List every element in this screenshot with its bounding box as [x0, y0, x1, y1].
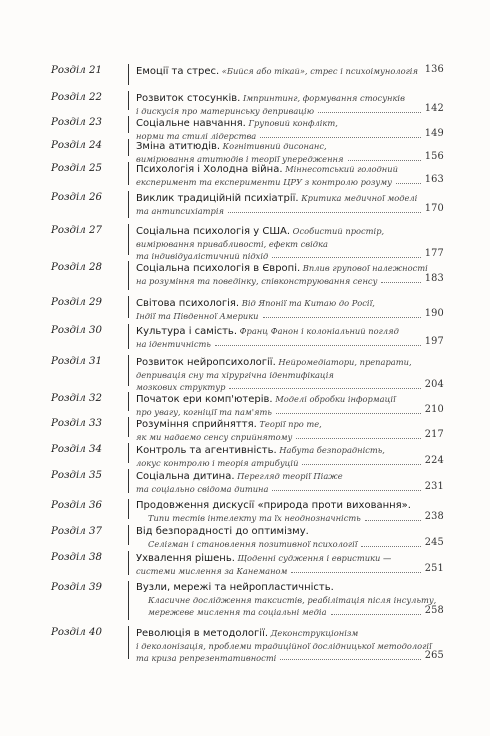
entry-title: Соціальна психологія в Європі.	[136, 263, 301, 274]
chapter-label: Розділ 40	[51, 627, 102, 638]
entry-title: Вузли, мережі та нейропластичність.	[136, 582, 334, 593]
page-number: 204	[424, 379, 444, 391]
chapter-label: Розділ 22	[51, 92, 102, 103]
divider-line	[128, 116, 129, 133]
divider-line	[128, 392, 129, 411]
entry-subtitle: норми та стилі лідерства	[136, 131, 257, 142]
entry-subtitle: як ми надаємо сенсу сприйнятому	[136, 432, 293, 443]
entry-title: Культура і самість.	[136, 326, 238, 337]
entry-subtitle: Груповий конфлікт,	[245, 118, 338, 128]
entry-body	[136, 297, 386, 322]
entry-subtitle: Особистий простір,	[290, 226, 385, 236]
page-number: 156	[424, 151, 444, 163]
entry-body	[136, 163, 398, 188]
entry-subtitle: Щоденні судження і евристики —	[234, 553, 392, 563]
divider-line	[128, 355, 129, 386]
entry-body	[136, 65, 418, 78]
leader-dots	[331, 614, 421, 615]
entry-line	[136, 117, 386, 130]
entry-subtitle: депривація сну та хірургічна ідентифікація	[136, 370, 334, 381]
entry-subtitle: локус контролю і теорія атрибуцій	[136, 458, 299, 469]
divider-line	[128, 91, 129, 110]
entry-subtitle: Когнітивний дисонанс,	[220, 141, 327, 151]
leader-dots	[260, 137, 420, 138]
entry-title: Початок ери комп'ютерів.	[136, 394, 273, 405]
entry-body	[136, 500, 411, 524]
divider-line	[128, 499, 129, 519]
page-number: 224	[424, 455, 444, 467]
page-number: 197	[424, 336, 444, 348]
chapter-label: Розділ 38	[51, 552, 102, 563]
entry-line	[136, 356, 412, 369]
entry-body	[136, 140, 386, 165]
chapter-label: Розділ 21	[51, 65, 102, 76]
entry-subtitle: Класичне дослідження таксистів, реабілітація після інсульту,	[148, 595, 437, 606]
chapter-label: Розділ 30	[51, 325, 102, 336]
divider-line	[128, 417, 129, 437]
entry-title: Зміна атитюдів.	[136, 141, 221, 152]
leader-dots	[296, 438, 420, 439]
divider-line	[128, 224, 129, 255]
chapter-label: Розділ 36	[51, 500, 102, 511]
entry-subtitle: на ідентичність	[136, 339, 211, 350]
entry-title: Виклик традиційній психіатрії.	[136, 193, 299, 204]
entry-body	[136, 526, 386, 550]
entry-body	[136, 393, 396, 418]
entry-subtitle: мережеве мислення та соціальні медіа	[148, 607, 327, 618]
entry-subtitle: і дискусія про материнську депривацію	[136, 106, 315, 117]
entry-line	[136, 582, 386, 594]
entry-subtitle: Індії та Південної Америки	[136, 311, 259, 322]
chapter-label: Розділ 29	[51, 297, 102, 308]
page-number: 177	[424, 248, 444, 260]
divider-line	[128, 296, 129, 318]
entry-title: Революція в методології.	[136, 628, 269, 639]
page-number: 190	[424, 308, 444, 320]
entry-subtitle: Імпринтинг, формування стосунків	[240, 93, 405, 103]
entry-subtitle: Селігман і становлення позитивної психології	[148, 539, 358, 550]
entry-subtitle: вимірювання атитюдів і теорії упередження	[136, 154, 344, 165]
chapter-label: Розділ 28	[51, 262, 102, 273]
leader-dots	[291, 572, 420, 573]
entry-subtitle: Критика медичної моделі	[298, 193, 418, 203]
entry-title: Продовження дискусії «природа проти виховання».	[136, 500, 411, 511]
page-number: 183	[424, 273, 444, 285]
entry-subtitle: і деколонізація, проблеми традиційної дослідницької методології	[136, 641, 432, 652]
entry-subtitle: Деконструкціонізм	[268, 628, 359, 638]
entry-line	[136, 500, 411, 512]
entry-title: Соціальна дитина.	[136, 471, 235, 482]
page-number: 210	[424, 404, 444, 416]
entry-line	[136, 262, 428, 275]
page-number: 231	[424, 481, 444, 493]
divider-line	[128, 581, 129, 620]
page-number: 238	[424, 511, 444, 523]
entry-title: Розвиток стосунків.	[136, 93, 241, 104]
entry-body	[136, 92, 405, 117]
leader-dots	[228, 212, 421, 213]
entry-title: Соціальна психологія у США.	[136, 226, 291, 237]
divider-line	[128, 469, 129, 493]
entry-title: Світова психологія.	[136, 298, 240, 309]
entry-title: Контроль та агентивність.	[136, 445, 277, 456]
leader-dots	[396, 183, 421, 184]
entry-subtitle: та криза репрезентативності	[136, 653, 277, 664]
entry-title: Психологія і Холодна війна.	[136, 164, 283, 175]
page-number: 217	[424, 429, 444, 441]
entry-subtitle: на розуміння та поведінку, співконструювання сенсу	[136, 276, 378, 287]
entry-line	[136, 225, 386, 238]
entry-subtitle: та соціально свідома дитина	[136, 484, 269, 495]
chapter-label: Розділ 39	[51, 582, 102, 593]
chapter-label: Розділ 33	[51, 418, 102, 429]
entry-subtitle: системи мислення за Канеманом	[136, 566, 288, 577]
entry-line	[136, 627, 386, 640]
entry-body	[136, 192, 418, 217]
page-number: 136	[424, 64, 444, 75]
entry-line	[136, 418, 386, 431]
entry-subtitle: та індивідуалістичний підхід	[136, 251, 269, 262]
entry-line	[136, 393, 396, 406]
entry-subtitle: Перегляд теорії Піаже	[234, 471, 343, 481]
entry-body	[136, 444, 386, 469]
entry-subtitle: про увагу, когніції та пам'ять	[136, 407, 272, 418]
entry-title: Від безпорадності до оптимізму.	[136, 526, 309, 537]
entry-subtitle: Нейромедіатори, препарати,	[275, 357, 412, 367]
chapter-label: Розділ 34	[51, 444, 102, 455]
chapter-label: Розділ 25	[51, 163, 102, 174]
entry-line	[136, 526, 386, 538]
leader-dots	[272, 257, 420, 258]
entry-body	[136, 325, 399, 350]
page-number: 251	[424, 563, 444, 575]
entry-line	[136, 444, 386, 457]
entry-subtitle: Моделі обробки інформації	[272, 394, 396, 404]
entry-line	[136, 325, 399, 338]
divider-line	[128, 162, 129, 185]
entry-line	[136, 297, 386, 310]
entry-body	[136, 418, 386, 443]
entry-subtitle: мозкових структур	[136, 382, 226, 393]
chapter-label: Розділ 31	[51, 356, 102, 367]
page-number: 149	[424, 128, 444, 140]
entry-line	[136, 140, 386, 153]
divider-line	[128, 551, 129, 575]
entry-title: Емоції та стрес.	[136, 66, 220, 77]
leader-dots	[361, 546, 420, 547]
leader-dots	[302, 464, 420, 465]
divider-line	[128, 443, 129, 463]
divider-line	[128, 261, 129, 290]
entry-subtitle: «Бийся або тікай», стрес і психоімунологія	[219, 66, 418, 76]
entry-subtitle: Міннесотський голодний	[282, 164, 398, 174]
leader-dots	[276, 413, 421, 414]
leader-dots	[229, 388, 420, 389]
entry-subtitle: Від Японії та Китаю до Росії,	[239, 298, 375, 308]
entry-subtitle: Типи тестів інтелекту та їх неоднозначність	[148, 513, 361, 524]
page-number: 142	[424, 103, 444, 115]
chapter-label: Розділ 35	[51, 470, 102, 481]
entry-title: Ухвалення рішень.	[136, 553, 235, 564]
page-number: 265	[424, 650, 444, 662]
divider-line	[128, 626, 129, 659]
entry-line	[136, 92, 405, 105]
leader-dots	[263, 317, 421, 318]
chapter-label: Розділ 37	[51, 526, 102, 537]
page-number: 258	[424, 605, 444, 617]
entry-body	[136, 552, 392, 577]
entry-subtitle: Набута безпорадність,	[276, 445, 385, 455]
entry-body	[136, 470, 386, 495]
entry-line	[136, 163, 398, 176]
leader-dots	[381, 282, 420, 283]
leader-dots	[318, 112, 421, 113]
chapter-label: Розділ 27	[51, 225, 102, 236]
divider-line	[128, 191, 129, 218]
entry-subtitle: Теорії про те,	[256, 419, 322, 429]
entry-title: Розуміння сприйняття.	[136, 419, 257, 430]
divider-line	[128, 525, 129, 545]
entry-line	[136, 470, 386, 483]
entry-subtitle: експеримент та експерименти ЦРУ з контролю розуму	[136, 177, 392, 188]
entry-title: Соціальне навчання.	[136, 118, 246, 129]
page-number: 163	[424, 174, 444, 186]
entry-body	[136, 262, 428, 287]
divider-line	[128, 139, 129, 156]
entry-subtitle: та антипсихіатрія	[136, 206, 225, 217]
entry-line	[136, 552, 392, 565]
entry-subtitle: вимірювання привабливості, ефект свідка	[136, 239, 328, 250]
chapter-label: Розділ 23	[51, 117, 102, 128]
leader-dots	[280, 659, 420, 660]
leader-dots	[272, 490, 420, 491]
page-number: 245	[424, 537, 444, 549]
divider-line	[128, 64, 129, 85]
entry-body	[136, 117, 386, 142]
chapter-label: Розділ 26	[51, 192, 102, 203]
entry-line	[136, 192, 418, 205]
leader-dots	[348, 160, 421, 161]
chapter-label: Розділ 24	[51, 140, 102, 151]
entry-line	[136, 65, 418, 78]
leader-dots	[365, 520, 421, 521]
leader-dots	[215, 345, 421, 346]
divider-line	[128, 324, 129, 349]
entry-subtitle: Вплив групової належності	[300, 263, 428, 273]
page-number: 170	[424, 203, 444, 215]
entry-title: Розвиток нейропсихології.	[136, 357, 276, 368]
chapter-label: Розділ 32	[51, 393, 102, 404]
entry-subtitle: Франц Фанон і колоніальний погляд	[237, 326, 399, 336]
